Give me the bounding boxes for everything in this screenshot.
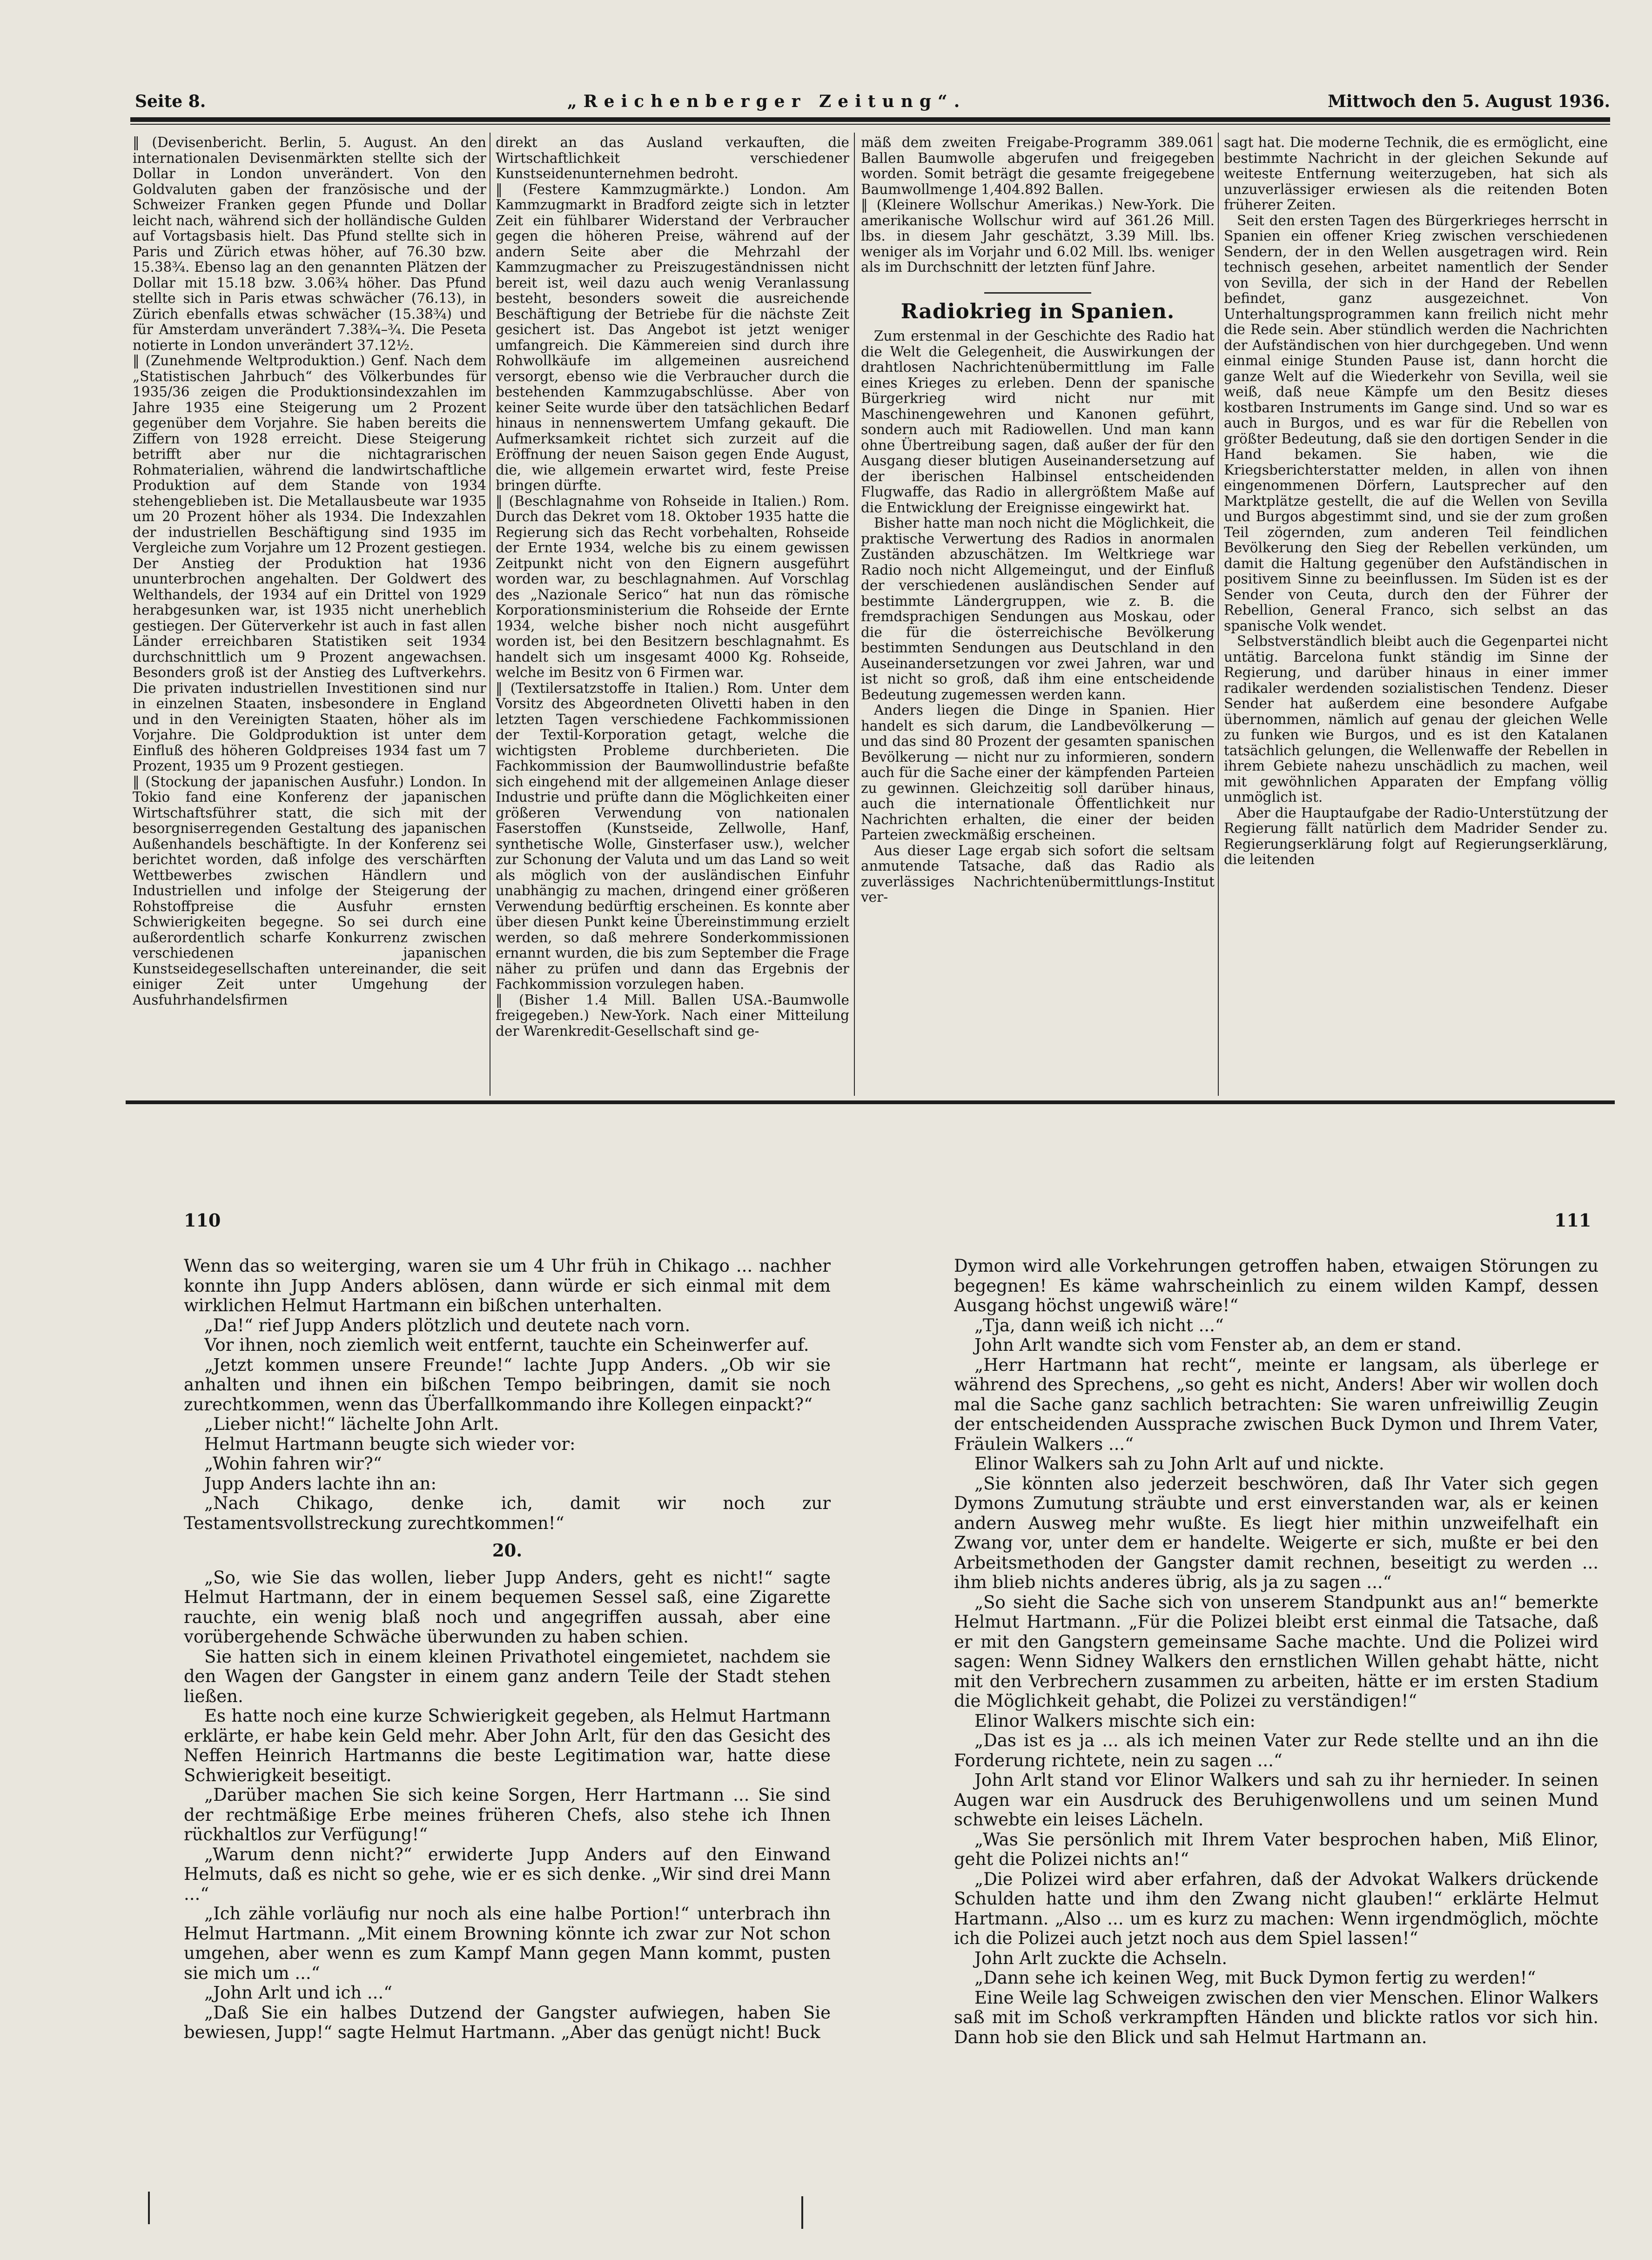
- news-paragraph: Selbstverständlich bleibt auch die Gegenpartei nicht untätig. Barcelona funkt ständig im Sinne der Regierung, und darüber hinaus in einer immer radikaler werdenden sozialistischen Tendenz. Dieser Sender hat außerdem eine besondere Aufgabe übernommen, nämlich auf genau der gleichen Welle zu funken wie Burgos, und es ist den Katalanen tatsächlich gelungen, die Wellenwaffe der Rebellen in ihrem Gebiete nahezu unschädlich zu machen, weil mit gewöhnlichen Apparaten der Empfang völlig unmöglich ist.: [1224, 633, 1608, 805]
- book-paragraph: „Wohin fahren wir?“: [204, 1454, 382, 1474]
- news-paragraph: ‖ (Kleinere Wollschur Amerikas.) New-York. Die amerikanische Wollschur wird auf 361.26 Mill. lbs. in diesem Jahr geschätzt, 3.39 Mill. lbs. weniger als im Vorjahr und 6.02 Mill. lbs. weniger als im Durchschnitt der letzten fünf Jahre.: [861, 197, 1215, 275]
- news-paragraph: ‖ (Stockung der japanischen Ausfuhr.) London. In Tokio fand eine Konferenz der japanischen Wirtschaftsführer statt, die sich mit der besorgniserregenden Gestaltung des japanischen Außenhandels beschäftigte. In der Konferenz sei berichtet worden, daß infolge des verschärften Wettbewerbes zwischen Händlern und Industriellen und infolge der Steigerung der Rohstoffpreise die Ausfuhr ernsten Schwierigkeiten begegne. So sei durch eine außerordentlich scharfe Konkurrenz zwischen verschiedenen japanischen Kunstseidegesellschaften untereinander, die seit einiger Zeit unter Umgehung der Ausfuhrhandelsfirmen: [133, 773, 486, 1008]
- book-paragraph: Eine Weile lag Schweigen zwischen den vier Menschen. Elinor Walkers saß mit im Schoß verkrampften Händen und blickte ratlos vor sich hin. Dann hob sie den Blick und sah Helmut Hartmann an.: [954, 1987, 1598, 2047]
- book-paragraph: Elinor Walkers sah zu John Arlt auf und nickte.: [974, 1454, 1384, 1474]
- book-paragraph: „Jetzt kommen unsere Freunde!“ lachte Jupp Anders. „Ob wir sie anhalten und ihnen ein bißchen Tempo beibringen, damit sie noch zurechtkommen, wenn das Überfallkommando ihre Kollegen einpackt?“: [184, 1355, 831, 1415]
- news-paragraph: ‖ (Zunehmende Weltproduktion.) Genf. Nach dem „Statistischen Jahrbuch“ des Völkerbundes für 1935/36 zeigen die Produktionsindexzahlen im Jahre 1935 eine Steigerung um 2 Prozent gegenüber dem Vorjahre. Sie haben bereits die Ziffern von 1928 erreicht. Diese Steigerung betrifft aber nur die nichtagrarischen Rohmaterialien, während die landwirtschaftliche Produktion auf dem Stande von 1934 stehengeblieben ist. Die Metallausbeute war 1935 um 20 Prozent höher als 1934. Die Indexzahlen der industriellen Beschäftigung sind 1935 im Vergleiche zum Vorjahre um 12 Prozent gestiegen. Der Anstieg der Produktion hat 1936 ununterbrochen angehalten. Der Goldwert des Welthandels, der 1934 auf ein Drittel von 1929 herabgesunken war, ist 1935 nicht unerheblich gestiegen. Der Güterverkehr ist auch in fast allen Länder erreichbaren Statistiken seit 1934 durchschnittlich um 9 Prozent angewachsen. Besonders groß ist der Anstieg des Luftverkehrs. Die privaten industriellen Investitionen sind nur in einzelnen Staaten, insbesondere in England und in den Vereinigten Staaten, höher als im Vorjahre. Die Goldproduktion ist unter dem Einfluß des höheren Goldpreises 1934 fast um 7 Prozent, 1935 um 9 Prozent gestiegen.: [133, 353, 486, 774]
- book-paragraph: „So, wie Sie das wollen, lieber Jupp Anders, geht es nicht!“ sagte Helmut Hartmann, der in einem bequemen Sessel saß, eine Zigarette rauchte, ein wenig blaß noch und angegriffen aussah, aber eine vorübergehende Schwäche überwunden zu haben schien.: [184, 1567, 831, 1647]
- header-page-label: Seite 8.: [135, 92, 206, 111]
- book-paragraph: Sie hatten sich in einem kleinen Privathotel eingemietet, nachdem sie den Wagen der Gangster in einem ganz andern Teile der Stadt stehen ließen.: [184, 1646, 831, 1706]
- book-paragraph: Helmut Hartmann beugte sich wieder vor:: [204, 1434, 576, 1454]
- news-paragraph: Bisher hatte man noch nicht die Möglichkeit, die praktische Verwertung des Radios in anormalen Zuständen abzuschätzen. Im Weltkriege war Radio noch nicht Allgemeingut, und der Einfluß der verschiedenen ausländischen Sender auf bestimmte Ländergruppen, wie z. B. die fremdsprachigen Sendungen aus Moskau, oder die für die österreichische Bevölkerung bestimmten Sendungen aus Deutschland in den Auseinandersetzungen vor zwei Jahren, war und ist nicht so groß, daß ihm eine entscheidende Bedeutung zugemessen werden kann.: [861, 515, 1215, 703]
- book-paragraph: „So sieht die Sache sich von unserem Standpunkt aus an!“ bemerkte Helmut Hartmann. „Für die Polizei bleibt erst einmal die Tatsache, daß er mit den Gangstern gemeinsame Sache machte. Und die Polizei wird sagen: Wenn Sidney Walkers den ernstlichen Willen gehabt hätte, nicht mit den Verbrechern zusammen zu arbeiten, hätte er im ersten Stadium die Möglichkeit gehabt, die Polizei zu verständigen!“: [954, 1592, 1598, 1711]
- book-paragraph: „Herr Hartmann hat recht“, meinte er langsam, als überlege er während des Sprechens, „so geht es nicht, Anders! Aber wir wollen doch mal die Sache ganz sachlich betrachten: Sie waren unfreiwillig Zeugin der entscheidenden Aussprache zwischen Buck Dymon und Ihrem Vater, Fräulein Walkers ...“: [954, 1355, 1598, 1454]
- book-paragraph: „Da!“ rief Jupp Anders plötzlich und deutete nach vorn.: [204, 1315, 691, 1335]
- news-column-3: [861, 135, 1215, 1093]
- newspaper-title: „Reichenberger Zeitung“.: [567, 92, 967, 111]
- news-paragraph: Aus dieser Lage ergab sich sofort die seltsam anmutende Tatsache, daß das Radio als zuverlässiges Nachrichtenübermittlungs-Institut ver-: [861, 842, 1215, 905]
- news-paragraph: Seit den ersten Tagen des Bürgerkrieges herrscht in Spanien ein offener Krieg zwischen verschiedenen Sendern, der in den Wellen ausgetragen wird. Rein technisch gesehen, arbeitet namentlich der Sender von Sevilla, der sich in der Hand der Rebellen befindet, ganz ausgezeichnet. Von Unterhaltungsprogrammen kann freilich nicht mehr die Rede sein. Aber stündlich werden die Nachrichten der Aufständischen von hier durchgegeben. Und wenn einmal einige Stunden Pause ist, dann horcht die ganze Welt auf die Wiederkehr von Sevilla, weil sie weiß, daß neue Kämpfe um den Besitz dieses kostbaren Instruments im Gange sind. Und so war es auch in Burgos, und es war für die Rebellen von größter Bedeutung, daß sie den dortigen Sender in die Hand bekamen. Sie haben, wie die Kriegsberichterstatter melden, in allen von ihnen eingenommenen Dörfern, Lautsprecher auf den Marktplätze gestellt, die auf die Wellen von Sevilla und Burgos abgestimmt sind, und sie der zum großen Teil zögernden, zum anderen Teil feindlichen Bevölkerung den Sieg der Rebellen verkünden, um damit die Haltung gegenüber den Aufständischen in positivem Sinne zu beeinflussen. Im Süden ist es der Sender von Ceuta, durch den der Führer der Rebellion, General Franco, sich selbst an das spanische Volk wendet.: [1224, 212, 1608, 634]
- book-paragraph: Wenn das so weiterging, waren sie um 4 Uhr früh in Chikago ... nachher konnte ihn Jupp Anders ablösen, dann würde er sich einmal mit dem wirklichen Helmut Hartmann ein bißchen unterhalten.: [184, 1256, 831, 1315]
- column-divider: [1218, 133, 1219, 1096]
- book-paragraph: „Dann sehe ich keinen Weg, mit Buck Dymon fertig zu werden!“: [974, 1968, 1536, 1988]
- book-paragraph: Es hatte noch eine kurze Schwierigkeit gegeben, als Helmut Hartmann erklärte, er habe kein Geld mehr. Aber John Arlt, für den das Gesicht des Neffen Heinrich Hartmanns die beste Legitimation war, hatte diese Schwierigkeit beseitigt.: [184, 1706, 831, 1785]
- news-paragraph: Anders liegen die Dinge in Spanien. Hier handelt es sich darum, die Landbevölkerung — und das sind 80 Prozent der gesamten spanischen Bevölkerung — nicht nur zu informieren, sondern auch für die Sache einer der kämpfenden Parteien zu gewinnen. Gleichzeitig soll darüber hinaus, auch die internationale Öffentlichkeit nur Nachrichten erhalten, die einer der beiden Parteien zweckmäßig erscheinen.: [861, 702, 1215, 843]
- book-paragraph: „Ich zähle vorläufig nur noch als eine halbe Portion!“ unterbrach ihn Helmut Hartmann. „Mit einem Browning könnte ich zwar zur Not schon umgehen, aber wenn es zum Kampf Mann gegen Mann kommt, pusten sie mich um ...“: [184, 1904, 831, 1983]
- news-paragraph: ‖ (Bisher 1.4 Mill. Ballen USA.-Baumwolle freigegeben.) New-York. Nach einer Mitteilung der Warenkredit-Gesellschaft sind ge-: [496, 992, 849, 1039]
- news-paragraph: ‖ (Textilersatzstoffe in Italien.) Rom. Unter dem Vorsitz des Abgeordneten Olivetti haben in den letzten Tagen verschiedene Fachkommissionen der Textil-Korporation getagt, welche die wichtigsten Probleme durchberieten. Die Fachkommission der Baumwollindustrie befaßte sich eingehend mit der allgemeinen Anlage dieser Industrie und prüfte dann die Möglichkeiten einer größeren Verwendung von nationalen Faserstoffen (Kunstseide, Zellwolle, Hanf, synthetische Wolle, Ginsterfaser usw.), welcher zur Schonung der Valuta und um das Land so weit als möglich von der ausländischen Einfuhr unabhängig zu machen, dringend einer größeren Verwendung bedürftig erscheinen. Es konnte aber über diesen Punkt keine Übereinstimmung erzielt werden, so daß mehrere Sonderkommissionen ernannt wurden, die bis zum September die Frage näher zu prüfen und dann das Ergebnis der Fachkommission vorzulegen haben.: [496, 680, 849, 992]
- book-paragraph: Jupp Anders lachte ihn an:: [204, 1473, 437, 1494]
- book-paragraph: Vor ihnen, noch ziemlich weit entfernt, tauchte ein Scheinwerfer auf.: [204, 1335, 809, 1355]
- news-paragraph: ‖ (Festere Kammzugmärkte.) London. Am Kammzugmarkt in Bradford zeigte sich in letzter Zeit ein fühlbarer Widerstand der Verbraucher gegen die höheren Preise, während auf der andern Seite aber die Mehrzahl der Kammzugmacher zu Preiszugeständnissen nicht bereit ist, weil dazu auch wenig Veranlassung besteht, besonders soweit die ausreichende Beschäftigung der Betriebe für die nächste Zeit gesichert ist. Das Angebot ist jetzt weniger umfangreich. Die Kämmereien sind durch ihre Rohwollkäufe im allgemeinen ausreichend versorgt, ebenso wie die Verbraucher durch die bestehenden Kammzugabschlüsse. Aber von keiner Seite wurde über den tatsächlichen Bedarf hinaus in nennenswertem Umfang gekauft. Die Aufmerksamkeit richtet sich zurzeit auf die Eröffnung der neuen Saison gegen Ende August, die, wie allgemein erwartet wird, feste Preise bringen dürfte.: [496, 181, 849, 493]
- news-column-1: [133, 135, 486, 1093]
- book-page-right: [954, 1256, 1598, 2131]
- scan-mark: [801, 2196, 803, 2229]
- book-paragraph: „John Arlt und ich ...“: [204, 1983, 393, 2003]
- book-paragraph: „Nach Chikago, denke ich, damit wir noch zur Testamentsvollstreckung zurechtkommen!“: [184, 1493, 831, 1533]
- header-rule: [130, 117, 1610, 122]
- book-paragraph: „Warum denn nicht?“ erwiderte Jupp Anders auf den Einwand Helmuts, daß es nicht so gehe, wie er es sich denke. „Wir sind drei Mann ...“: [184, 1844, 831, 1904]
- book-paragraph: John Arlt wandte sich vom Fenster ab, an dem er stand.: [974, 1335, 1462, 1355]
- book-paragraph: John Arlt zuckte die Achseln.: [974, 1948, 1228, 1968]
- scan-mark: [148, 2192, 150, 2224]
- header-date: Mittwoch den 5. August 1936.: [1328, 92, 1610, 111]
- book-paragraph: „Sie könnten also jederzeit beschwören, daß Ihr Vater sich gegen Dymons Zumutung sträubte und erst einverstanden war, als er keinen andern Ausweg mehr wußte. Es liegt hier mithin unzweifelhaft ein Zwang vor, unter dem er handelte. Weigerte er sich, mußte er bei den Arbeitsmethoden der Gangster damit rechnen, beseitigt zu werden ... ihm blieb nichts anderes übrig, als ja zu sagen ...“: [954, 1473, 1598, 1592]
- book-paragraph: „Daß Sie ein halbes Dutzend der Gangster aufwiegen, haben Sie bewiesen, Jupp!“ sagte Helmut Hartmann. „Aber das genügt nicht! Buck: [184, 2002, 831, 2042]
- news-paragraph: ‖ (Beschlagnahme von Rohseide in Italien.) Rom. Durch das Dekret vom 18. Oktober 1935 hatte die Regierung sich das Recht vorbehalten, Rohseide der Ernte 1934, welche bis zu einem gewissen Zeitpunkt nicht von den Eignern ausgeführt worden war, zu beschlagnahmen. Auf Vorschlag des „Nazionale Serico“ hat nun das römische Korporationsministerium die Rohseide der Ernte 1934, welche bisher noch nicht ausgeführt worden ist, bei den Besitzern beschlagnahmt. Es handelt sich um insgesamt 4000 Kg. Rohseide, welche im Besitz von 6 Firmen war.: [496, 493, 849, 680]
- left-page-number: 110: [184, 1210, 221, 1231]
- news-paragraph: mäß dem zweiten Freigabe-Programm 389.061 Ballen Baumwolle abgerufen und freigegeben worden. Somit beträgt die gesamte freigegebene Baumwollmenge 1,404.892 Ballen.: [861, 135, 1215, 197]
- book-paragraph: Dymon wird alle Vorkehrungen getroffen haben, etwaigen Störungen zu begegnen! Es käme wahrscheinlich zu einem wilden Kampf, dessen Ausgang höchst ungewiß wäre!“: [954, 1256, 1598, 1315]
- book-paragraph: Elinor Walkers mischte sich ein:: [974, 1710, 1256, 1731]
- news-column-4: [1224, 135, 1608, 1093]
- news-paragraph: ‖ (Devisenbericht. Berlin, 5. August. An den internationalen Devisenmärkten stellte sich der Dollar in London unverändert. Von den Goldvaluten gaben der französische und der Schweizer Franken gegen Pfunde und Dollar leicht nach, während sich der holländische Gulden auf Vortagsbasis hielt. Das Pfund stellte sich in Paris und Zürich etwas höher, auf 76.30 bzw. 15.38¾. Ebenso lag an den genannten Plätzen der Dollar mit 15.18 bzw. 3.06¾ höher. Das Pfund stellte sich in Paris etwas schwächer (76.13), in Zürich ebenfalls etwas schwächer (15.38¾) und für Amsterdam unverändert 7.38¾–¾. Die Peseta notierte in London unverändert 37.12½.: [133, 135, 486, 353]
- article-separator: [984, 292, 1091, 294]
- newspaper-header: [135, 91, 1610, 111]
- book-paragraph: „Was Sie persönlich mit Ihrem Vater besprochen haben, Miß Elinor, geht die Polizei nichts an!“: [954, 1829, 1598, 1869]
- chapter-number: 20.: [492, 1540, 523, 1561]
- book-paragraph: „Darüber machen Sie sich keine Sorgen, Herr Hartmann ... Sie sind der rechtmäßige Erbe meines früheren Chefs, also stehe ich Ihnen rückhaltlos zur Verfügung!“: [184, 1785, 831, 1844]
- clipping-bottom-rule: [126, 1100, 1615, 1104]
- news-paragraph: Zum erstenmal in der Geschichte des Radio hat die Welt die Gelegenheit, die Auswirkungen der drahtlosen Nachrichtenübermittlung im Falle eines Krieges zu erleben. Denn der spanische Bürgerkrieg wird nicht nur mit Maschinengewehren und Kanonen geführt, sondern auch mit Radiowellen. Und man kann ohne Übertreibung sagen, daß außer der für den Ausgang dieser blutigen Auseinandersetzung auf der iberischen Halbinsel entscheidenden Flugwaffe, das Radio in allergrößtem Maße auf die Entwicklung der Ereignisse eingewirkt hat.: [861, 328, 1215, 516]
- news-paragraph: direkt an das Ausland verkauften, die Wirtschaftlichkeit verschiedener Kunstseidenunternehmen bedroht.: [496, 135, 849, 181]
- book-page-left: [184, 1256, 831, 2131]
- book-paragraph: John Arlt stand vor Elinor Walkers und sah zu ihr hernieder. In seinen Augen war ein Ausdruck des Beruhigenwollens und um seinen Mund schwebte ein leises Lächeln.: [954, 1770, 1598, 1830]
- column-divider: [854, 133, 855, 1096]
- book-paragraph: „Das ist es ja ... als ich meinen Vater zur Rede stellte und an ihn die Forderung richtete, nein zu sagen ...“: [954, 1730, 1598, 1770]
- news-column-2: [496, 135, 849, 1093]
- header-rule-thin: [130, 124, 1610, 125]
- news-paragraph: Aber die Hauptaufgabe der Radio-Unterstützung der Regierung fällt natürlich dem Madrider Sender zu. Regierungserklärung folgt auf Regierungserklärung, die leitenden: [1224, 805, 1608, 867]
- article-headline: Radiokrieg in Spanien.: [900, 299, 1175, 323]
- news-paragraph: sagt hat. Die moderne Technik, die es ermöglicht, eine bestimmte Nachricht in der gleichen Sekunde auf weiteste Entfernung weiterzugeben, hat sich als unzuverlässiger erwiesen als die reitenden Boten früherer Zeiten.: [1224, 135, 1608, 213]
- book-paragraph: „Lieber nicht!“ lächelte John Arlt.: [204, 1414, 499, 1434]
- book-paragraph: „Tja, dann weiß ich nicht ...“: [974, 1315, 1224, 1335]
- right-page-number: 111: [1554, 1210, 1592, 1231]
- book-paragraph: „Die Polizei wird aber erfahren, daß der Advokat Walkers drückende Schulden hatte und ihm den Zwang nicht glauben!“ erklärte Helmut Hartmann. „Also ... um es kurz zu machen: Wenn irgendmöglich, möchte ich die Polizei auch jetzt noch aus dem Spiel lassen!“: [954, 1869, 1598, 1948]
